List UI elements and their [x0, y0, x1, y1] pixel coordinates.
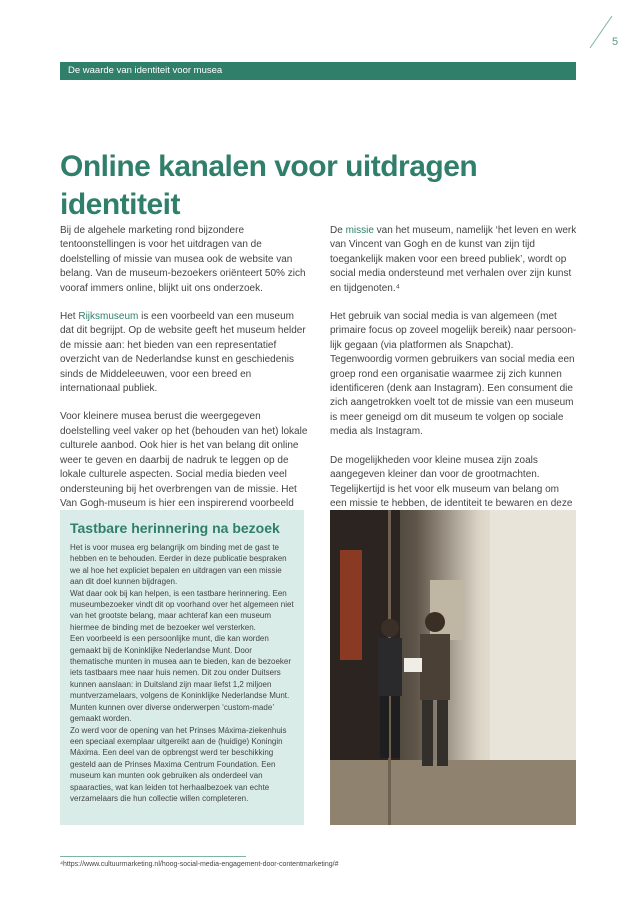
text-span: is een voorbeeld van een museum dat dit begrijpt. Op de website geeft het museum helder de missie aan: het bieden van een representatief overzicht van de Nederlandse kunst en geschiedenis sinds de Middeleeuwen, voor een breed en internationaal publiek.: [60, 311, 306, 395]
right-paragraph-1: [330, 224, 578, 296]
paper: [404, 658, 422, 672]
page-number: 5: [612, 36, 619, 48]
left-paragraph-3: Voor kleinere musea berust die weergegeven doelstelling veel vaker op het (behouden van het) lokale culturele aanbod. Ook hier is het van belang dit online weer te geven en daarbij de nadruk te leggen op de lokale culturele aspecten. Social media bieden veel ondersteuning bij het overbrengen van de missie. Het Van Gogh-museum is hier een inspirerend voorbeeld: [60, 411, 308, 509]
footnote[interactable]: ⁴https://www.cultuurmarketing.nl/hoog-social-media-engagement-door-contentmarketing/#: [60, 861, 339, 868]
text-span: van het museum, namelijk ‘het leven en werk van Vincent van Gogh en de kunst van zijn tijd toegankelijk maken voor een breed publiek’, wordt op social media ondersteund met verhalen over zijn kunst en tijdgenoten.⁴: [330, 225, 577, 294]
corner-decoration: [588, 14, 614, 50]
man-right: [404, 612, 450, 766]
red-artwork: [340, 550, 362, 660]
rijksmuseum-link[interactable]: Rijksmuseum: [78, 311, 139, 323]
left-column: [60, 224, 308, 540]
footnote-divider: [60, 856, 246, 857]
left-paragraph-1: Bij de algehele marketing rond bijzondere tentoonstellingen is voor het uitdragen van de doelstelling of missie van musea ook de website van belang. Van de museum-bezoekers oriënteert 50% zich vooraf immers online, blijkt uit ons onderzoek.: [60, 225, 306, 294]
info-box-text: Het is voor musea erg belangrijk om binding met de gast te hebben en te behouden. Eerder in deze publicatie bespraken we al hoe het expliciet bepalen en uitdragen van een missie aan dit doel kunnen bijdragen. Wat daar ook bij kan helpen, is een tastbare herinnering. Een museumbezoeker vindt dit op voorhand over het algemeen niet van het grootste belang, maar achteraf kan een museum hiermee de binding met de bezoeker wel versterken. Een voorbeeld is een persoonlijke munt, die kan worden gemaakt bij de Koninklijke Nederlandse Munt. Door thematische munten in musea aan te bieden, kan de bezoeker iets tastbaars mee naar huis nemen. Dit zou onder Duitsers kunnen aanslaan: in Duitsland zijn maar liefst 1,2 miljoen muntverzamelaars, volgens de Koninklijke Nederlandse Munt. Munten kunnen over diverse onderwerpen ‘custom-made’ gemaakt worden. Zo werd voor de opening van het Prinses Máxima-ziekenhuis een speciaal exemplaar uitgereikt aan de (huidige) Koningin Máxima. Een deel van de opbrengst werd ter beschikking gesteld aan de Prinses Maxima Centrum Foundation. Een museum kan munten ook gebruiken als onderdeel van spaaracties, wat kan leiden tot herhaalbezoek van echte verzamelaars die hun collectie willen completeren.: [70, 543, 294, 803]
museum-scene-image: [330, 510, 576, 825]
right-paragraph-2: Het gebruik van social media is van algemeen (met primaire focus op zoveel mogelijk bereik) naar persoon-lijk gegaan (via platformen als Snapchat). Tegenwoordig vormen gebruikers van social media een groep rond een organisatie waarmee zij zich kunnen identificeren (denk aan Instagram). Een consument die zich aangetrokken voelt tot de missie van een museum is meer geneigd om dit museum te volgen op sociale media als Instagram.: [330, 311, 577, 438]
text-span: De: [330, 225, 346, 236]
page-title: Online kanalen voor uitdragen identiteit: [60, 150, 478, 221]
text-span: Het: [60, 311, 79, 323]
right-paragraph-3: De mogelijkheden voor kleine musea zijn zoals aangegeven kleiner dan voor de grootmachten. Tegelijkertijd is het voor elk museum van belang om een missie te hebben, de identiteit te bewaren en deze: [330, 454, 573, 509]
missie-link[interactable]: missie: [345, 225, 374, 236]
left-paragraph-2: [60, 310, 308, 396]
section-header: De waarde van identiteit voor musea: [60, 62, 576, 80]
floor: [330, 760, 576, 825]
info-box-title: Tastbare herinnering na bezoek: [70, 520, 280, 536]
info-box: [60, 510, 304, 825]
museum-photo: [330, 510, 576, 825]
